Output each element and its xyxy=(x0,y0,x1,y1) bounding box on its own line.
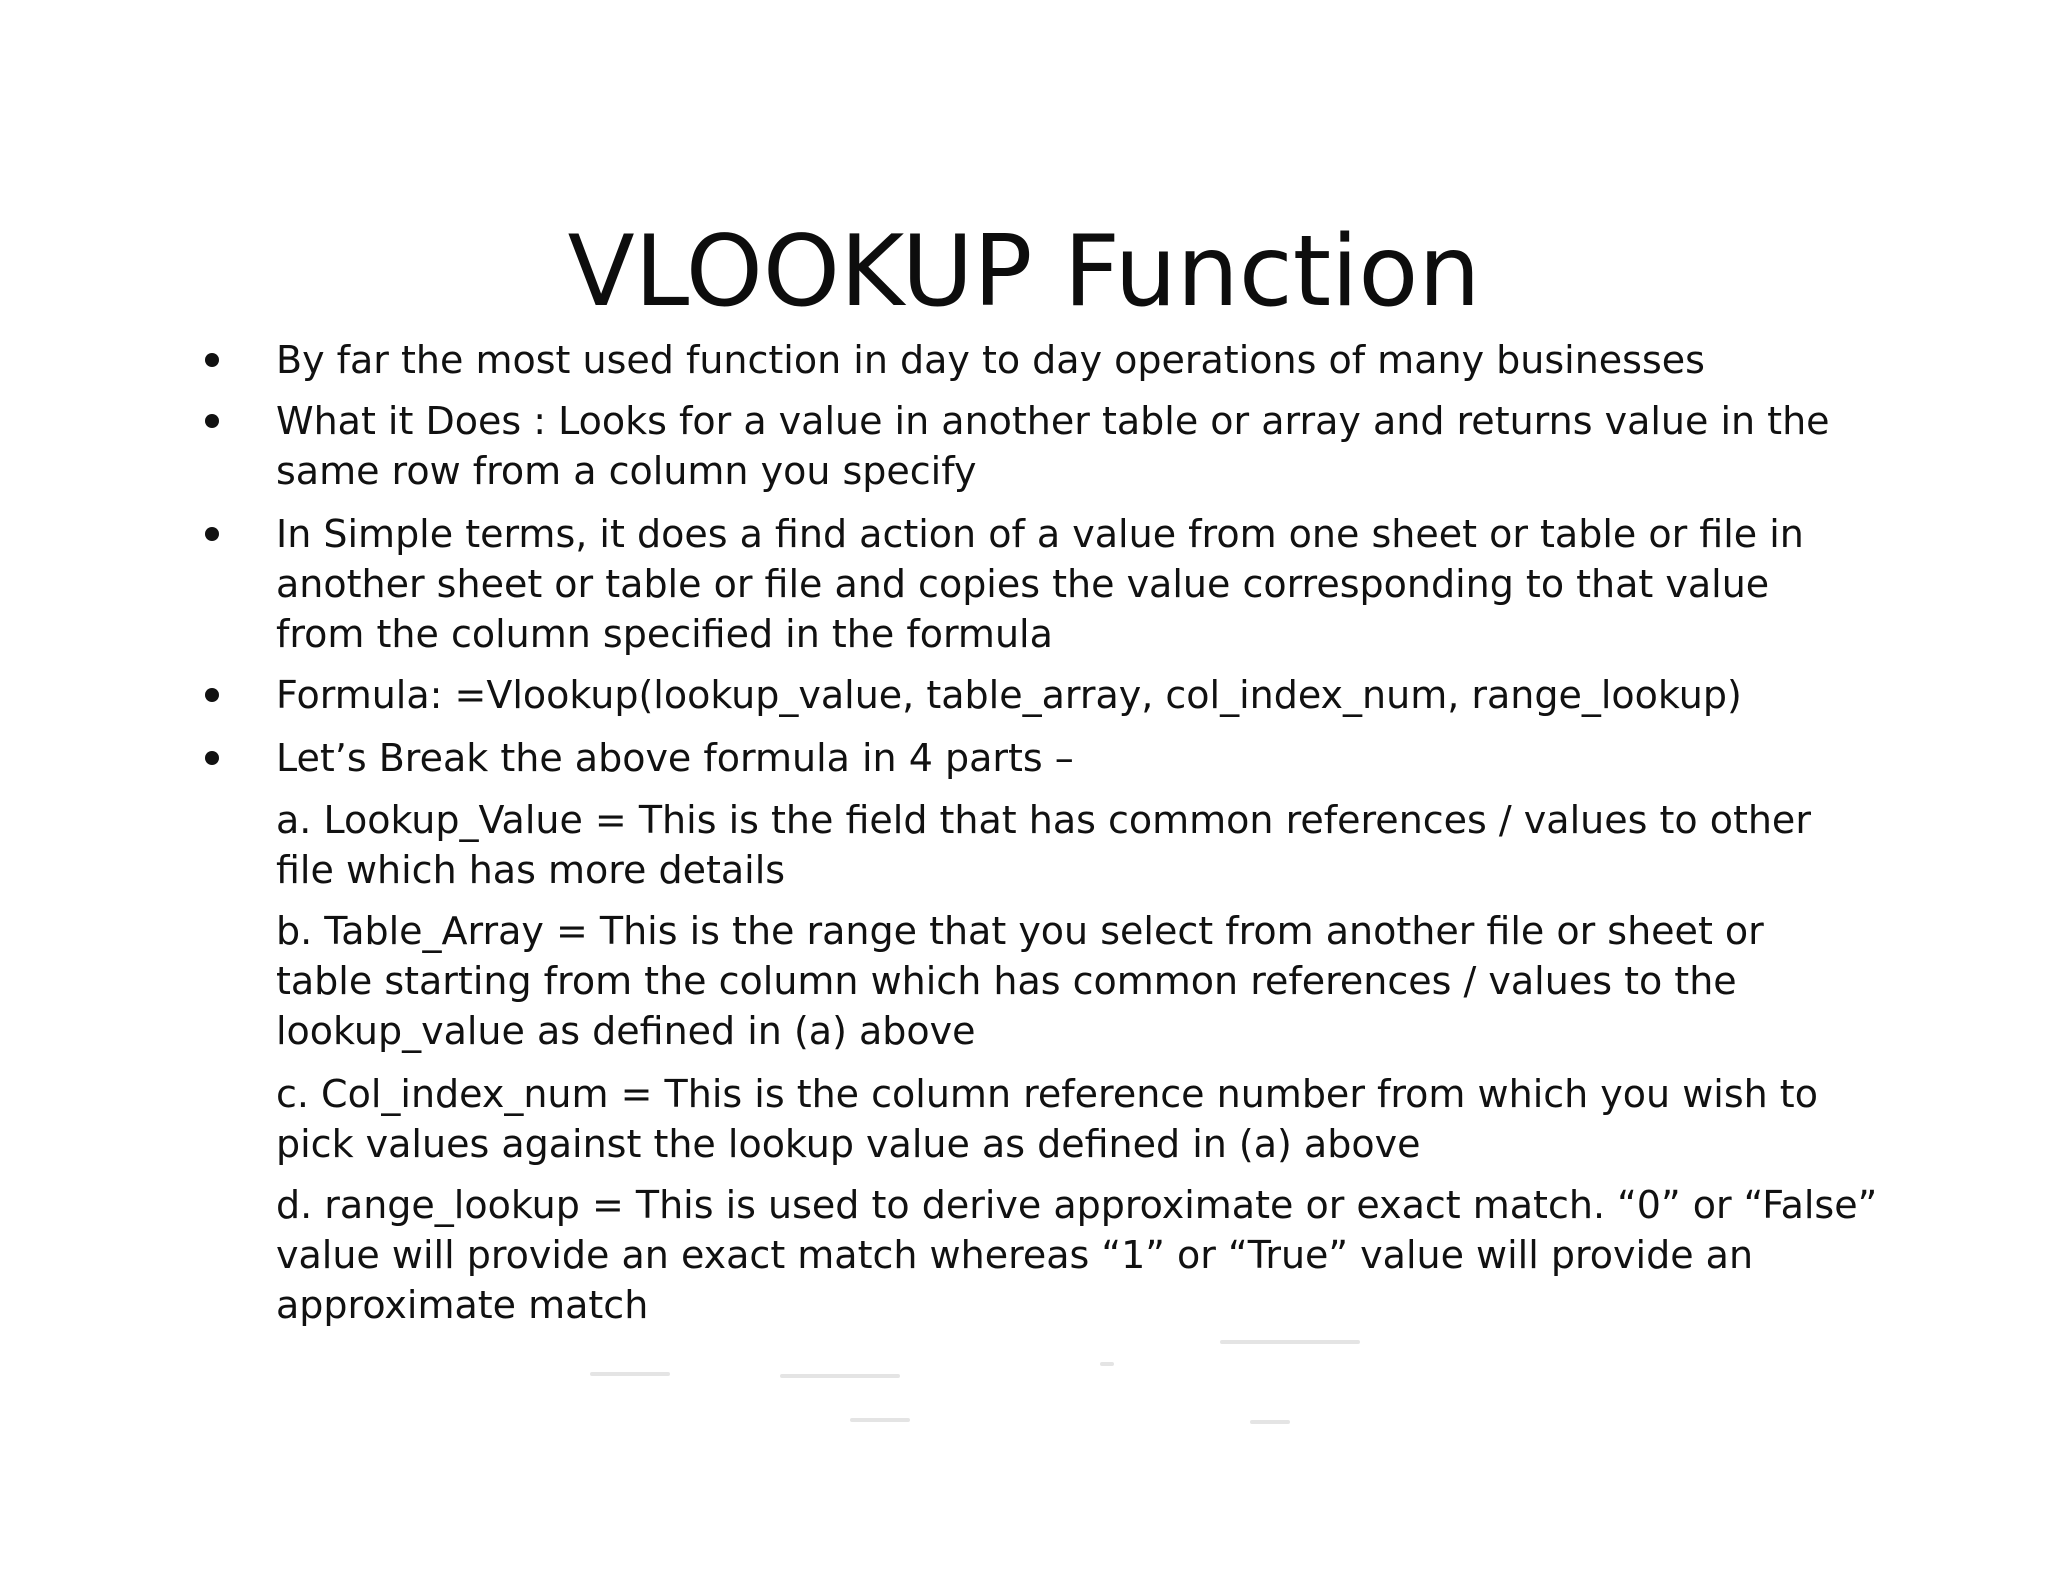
part-d-line-2: value will provide an exact match whereas “1” or “True” value will provide an xyxy=(276,1233,1754,1277)
part-d-line-3: approximate match xyxy=(276,1283,649,1327)
bullet-2-line-2: same row from a column you specify xyxy=(276,449,977,493)
part-d-line-1: d. range_lookup = This is used to derive approximate or exact match. “0” or “False” xyxy=(276,1183,1878,1227)
bullet-4-line-1: Formula: =Vlookup(lookup_value, table_array, col_index_num, range_lookup) xyxy=(276,673,1742,717)
slide-title: VLOOKUP Function xyxy=(567,215,1481,329)
bullet-dot-icon xyxy=(205,414,219,428)
bullet-3-line-3: from the column specified in the formula xyxy=(276,612,1053,656)
bullet-dot-icon xyxy=(205,751,219,765)
part-b-line-1: b. Table_Array = This is the range that you select from another file or sheet or xyxy=(276,909,1764,953)
bullet-3-line-1: In Simple terms, it does a find action of a value from one sheet or table or file in xyxy=(276,512,1804,556)
part-c-line-2: pick values against the lookup value as defined in (a) above xyxy=(276,1122,1421,1166)
bullet-dot-icon xyxy=(205,353,219,367)
scan-smudge xyxy=(850,1418,910,1422)
bullet-dot-icon xyxy=(205,688,219,702)
part-a-line-2: file which has more details xyxy=(276,848,786,892)
part-b-line-3: lookup_value as defined in (a) above xyxy=(276,1009,976,1053)
bullet-dot-icon xyxy=(205,527,219,541)
scan-smudge xyxy=(1220,1340,1360,1344)
scan-smudge xyxy=(1250,1420,1290,1424)
scan-smudge xyxy=(780,1374,900,1378)
bullet-1-line-1: By far the most used function in day to day operations of many businesses xyxy=(276,338,1705,382)
scan-smudge xyxy=(590,1372,670,1376)
bullet-3-line-2: another sheet or table or file and copies the value corresponding to that value xyxy=(276,562,1770,606)
scan-smudge xyxy=(1100,1362,1114,1366)
part-a-line-1: a. Lookup_Value = This is the field that has common references / values to other xyxy=(276,798,1811,842)
part-b-line-2: table starting from the column which has common references / values to the xyxy=(276,959,1737,1003)
part-c-line-1: c. Col_index_num = This is the column reference number from which you wish to xyxy=(276,1072,1818,1116)
bullet-5-line-1: Let’s Break the above formula in 4 parts – xyxy=(276,736,1074,780)
bullet-2-line-1: What it Does : Looks for a value in another table or array and returns value in the xyxy=(276,399,1830,443)
